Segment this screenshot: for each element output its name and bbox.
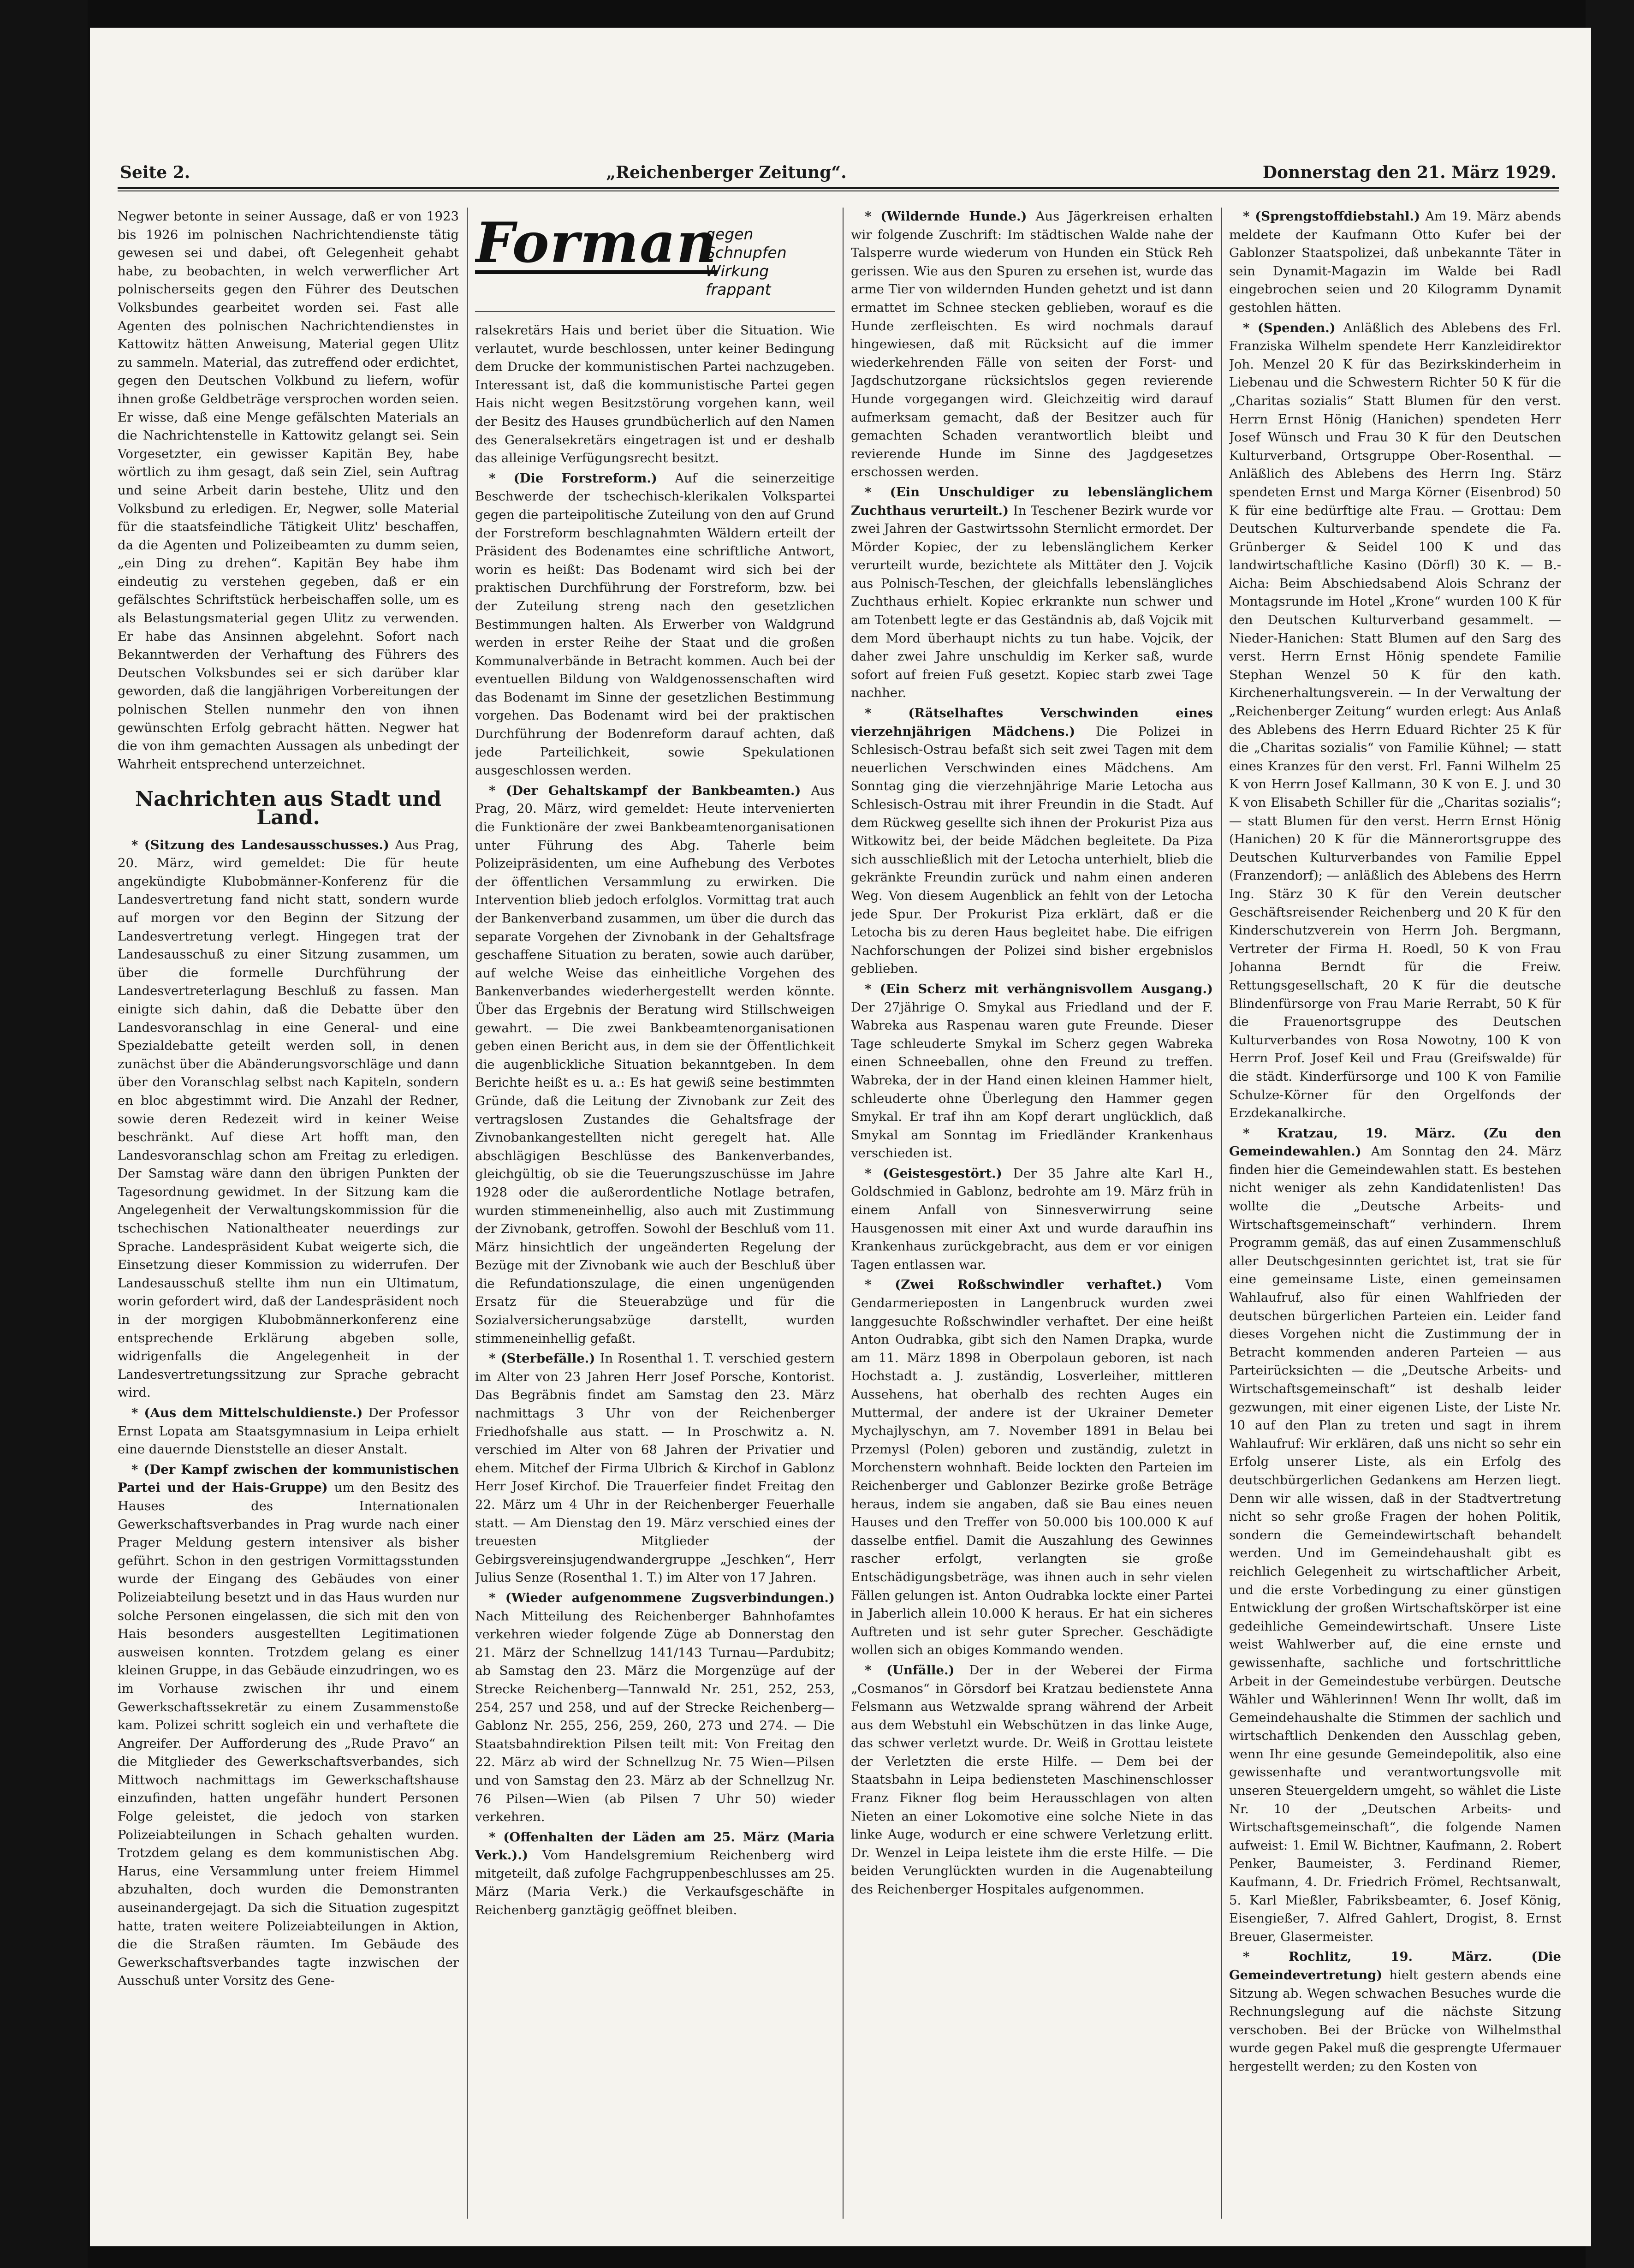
column-divider	[467, 208, 468, 2219]
article-body: Am Sonntag den 24. März finden hier die Gemeindewahlen statt. Es bestehen nicht weniger als zehn Kandidatenlisten! Das wollte die „Deutsche Arbeits- und Wirtschaftsgemeinschaft“ verhindern. Ihrem Programm gemäß, das auf einen Zusammenschluß aller Deutschgesinnten gerichtet ist, trat sie für eine gemeinsame Liste, einen gemeinsamen Wahlaufruf, also für einen Wahlfrieden der deutschen bürgerlichen Parteien ein. Leider fand dieses Vorgehen nicht die Zustimmung der in Betracht kommenden anderen Parteien — aus Parteirücksichten — die „Deutsche Arbeits- und Wirtschaftsgemeinschaft“ ist deshalb leider gezwungen, mit einer eigenen Liste, der Liste Nr. 10 auf den Plan zu treten und sagt in ihrem Wahlaufruf: Wir erklären, daß uns nicht so sehr ein Erfolg unserer Liste, als ein Erfolg des deutschbürgerlichen Gedankens am Herzen liegt. Denn wir alle wissen, daß in der Stadtvertretung nicht so sehr große Fragen der hohen Politik, sondern die Gemeindewirtschaft behandelt werden. Und im Gemeindehaushalt gibt es reichlich Gelegenheit zu wirtschaftlicher Arbeit, und die erste Vorbedingung zu einer günstigen Entwicklung der großen Wirtschaftskörper ist eine gedeihliche Gemeindewirtschaft. Unsere Liste weist Wahlwerber auf, die eine ernste und gewissenhafte, sachliche und fortschrittliche Arbeit in der Gemeindestube verbürgen. Deutsche Wähler und Wählerinnen! Wenn Ihr wollt, daß im Gemeindehaushalte die Stimmen der sachlich und wirtschaftlich Denkenden den Ausschlag geben, wenn Ihr eine gesunde Gemeindepolitik, also eine gewissenhafte und verantwortungsvolle mit unseren Steuergeldern umgeht, so wählet die Liste Nr. 10 der „Deutschen Arbeits- und Wirtschaftsgemeinschaft“, die folgende Namen aufweist: 1. Emil W. Bichtner, Kaufmann, 2. Robert Penker, Baumeister, 3. Ferdinand Riemer, Kaufmann, 4. Dr. Friedrich Frömel, Rechtsanwalt, 5. Karl Mießler, Fabriksbeamter, 6. Josef König, Eisengießer, 7. Alfred Gahlert, Drogist, 8. Ernst Breuer, Glasermeister.	[1229, 1144, 1561, 1944]
article-heading: * (Sterbefälle.)	[489, 1351, 595, 1366]
article-body: Aus Prag, 20. März, wird gemeldet: Die für heute angekündigte Klubobmänner-Konferenz für die Landesvertretung fand nicht statt, sondern wurde auf morgen vor den Beginn der Sitzung der Landesvertretung verlegt. Hingegen trat der Landesausschuß zu einer Sitzung zusammen, um über die formelle Durchführung der Landesvertreterlagung Beschluß zu fassen. Man einigte sich dahin, daß die Debatte über den Landesvoranschlag in eine General- und eine Spezialdebatte geteilt werden soll, in denen zunächst über die Abänderungsvorschläge und dann über den Voranschlag selbst nach Kapiteln, sondern en bloc abgestimmt wird. Die Anzahl der Redner, sowie deren Redezeit wird in keiner Weise beschränkt. Auf diese Art hofft man, den Landesvoranschlag schon am Freitag zu erledigen. Der Samstag wäre dann den übrigen Punkten der Tagesordnung gewidmet. In der Sitzung kam die Angelegenheit der Verwaltungskommission für die tschechischen Nationaltheater neuerdings zur Sprache. Landespräsident Kubat weigerte sich, die Einsetzung dieser Kommission zu widerrufen. Der Landesausschuß stellte ihm nun ein Ultimatum, worin gefordert wird, daß der Landespräsident noch in der morgigen Klubobmännerkonferenz eine entsprechende Erklärung abgeben solle, widrigenfalls die Angelegenheit in der Landesvertretungssitzung zur Sprache gebracht wird.	[118, 837, 459, 1400]
column-1	[118, 208, 459, 2216]
article	[475, 470, 835, 780]
header-rule-thin	[118, 190, 1559, 191]
column-2	[475, 208, 835, 2216]
article-heading: * (Wildernde Hunde.)	[865, 209, 1027, 224]
page-number: Seite 2.	[120, 163, 190, 182]
article	[1229, 319, 1561, 1123]
forman-advertisement	[475, 208, 835, 312]
article-body: Am 19. März abends meldete der Kaufmann Otto Kufer bei der Gablonzer Staatspolizei, daß unbekannte Täter in sein Dynamit-Magazin im Walde bei Radl eingebrochen seien und 20 Kilogramm Dynamit gestohlen hätten.	[1229, 209, 1561, 315]
article-body: Aus Jägerkreisen erhalten wir folgende Zuschrift: Im städtischen Walde nahe der Talsperre wurde wiederum von Hunden ein Stück Reh gerissen. Wie aus den Spuren zu ersehen ist, wurde das arme Tier von wildernden Hunden gehetzt und ist dann ermattet im Schnee stecken geblieben, worauf es die Hunde zerfleischten. Es wird nochmals darauf hingewiesen, daß mit Rücksicht auf die immer wiederkehrenden Fälle von seiten der Forst- und Jagdschutzorgane rücksichtslos gegen revierende Hunde vorgegangen wird. Gleichzeitig wird darauf aufmerksam gemacht, daß der Besitzer auch für gemachten Schaden verantwortlich bleibt und revierende Hunde im Sinne des Jagdgesetzes erschossen werden.	[851, 209, 1213, 480]
article	[118, 836, 459, 1402]
article-heading: * (Spenden.)	[1243, 320, 1336, 335]
article-body: Aus Prag, 20. März, wird gemeldet: Heute intervenierten die Funktionäre der zwei Bankbeamtenorganisationen unter Führung des Abg. Taherle beim Polizeipräsidenten, um eine Aufhebung des Verbotes der öffentlichen Versammlung zu erwirken. Die Intervention blieb jedoch erfolglos. Vormittag trat auch der Bankenverband zusammen, um über die durch das separate Vorgehen der Zivnobank in der Gehaltsfrage geschaffene Situation zu beraten, sowie auch darüber, auf welche Weise das einheitliche Vorgehen des Bankenverbandes wiederhergestellt werden könnte. Über das Ergebnis der Beratung wird Stillschweigen gewahrt. — Die zwei Bankbeamtenorganisationen geben einen Bericht aus, in dem sie der Öffentlichkeit die augenblickliche Situation bekanntgeben. In dem Berichte heißt es u. a.: Es hat gewiß seine bestimmten Gründe, daß die Leitung der Zivnobank zur Zeit des vertragslosen Zustandes die Gehaltsfrage der Zivnobankangestellten nicht geregelt hat. Alle abschlägigen Beschlüsse des Bankenverbandes, gleichgültig, ob sie die Teuerungszuschüsse im Jahre 1928 oder die außerordentliche Notlage betrafen, wurden stimmeneinhellig, also auch mit Zustimmung der Zivnobank, getroffen. Sowohl der Beschluß vom 11. März hinsichtlich der ungeänderten Regelung der Bezüge mit der Zivnobank wie auch der Beschluß über die Refundationszulage, die einen ungenügenden Ersatz für die Steuerabzüge und für die Sozialversicherungsabzüge darstellt, wurden stimmeneinhellig gefaßt.	[475, 783, 835, 1346]
article	[851, 1276, 1213, 1659]
ad-brand-logo: Forman	[475, 210, 718, 275]
article-heading: * (Zwei Roßschwindler verhaftet.)	[865, 1277, 1162, 1292]
article-heading: * Kratzau, 19. März. (Zu den Gemeindewahlen.)	[1229, 1125, 1561, 1159]
article	[851, 483, 1213, 702]
article	[851, 980, 1213, 1163]
column-3	[851, 208, 1213, 2216]
newspaper-title: „Reichenberger Zeitung“.	[606, 163, 847, 182]
page-header	[120, 150, 1557, 182]
article-heading: * (Ein Scherz mit verhängnisvollem Ausgang.)	[865, 981, 1213, 996]
article-heading: * (Aus dem Mittelschuldienste.)	[131, 1405, 363, 1420]
article	[475, 1350, 835, 1587]
article	[851, 1165, 1213, 1274]
issue-date: Donnerstag den 21. März 1929.	[1262, 163, 1557, 182]
article	[1229, 1948, 1561, 2076]
article-heading: * (Geistesgestört.)	[865, 1166, 1002, 1181]
scan-border-right	[1586, 0, 1634, 2268]
article-heading: * (Unfälle.)	[865, 1662, 955, 1678]
column-4	[1229, 208, 1561, 2216]
column-divider	[843, 208, 844, 2219]
article-body: Nach Mitteilung des Reichenberger Bahnhofamtes verkehren wieder folgende Züge ab Donnerstag den 21. März der Schnellzug 141/143 Turnau—Pardubitz; ab Samstag den 23. März die Morgenzüge auf der Strecke Reichenberg—Tannwald Nr. 251, 252, 253, 254, 257 und 258, und auf der Strecke Reichenberg—Gablonz Nr. 255, 256, 259, 260, 273 und 274. — Die Staatsbahndirektion Pilsen teilt mit: Von Freitag den 22. März ab wird der Schnellzug Nr. 75 Wien—Pilsen und von Samstag den 23. März ab der Schnellzug Nr. 76 Pilsen—Wien (ab Pilsen 7 Uhr 50) wieder verkehren.	[475, 1608, 835, 1825]
article-heading: * (Ein Unschuldiger zu lebenslänglichem Zuchthaus verurteilt.)	[851, 484, 1213, 518]
newspaper-page	[90, 28, 1591, 2246]
article	[1229, 208, 1561, 317]
article-body: Auf die seinerzeitige Beschwerde der tschechisch-klerikalen Volkspartei gegen die parteipolitische Zuteilung von den auf Grund der Forstreform beschlagnahmten Wäldern erteilt der Präsident des Bodenamtes eine schriftliche Antwort, worin es heißt: Das Bodenamt wird sich bei der praktischen Durchführung der Forstreform, bzw. bei der Zuteilung streng nach den gesetzlichen Bestimmungen halten. Als Erwerber von Waldgrund werden in erster Reihe der Staat und die großen Kommunalverbände in Betracht kommen. Auch bei der eventuellen Bildung von Waldgenossenschaften wird das Bodenamt im Sinne der gesetzlichen Bestimmung vorgehen. Das Bodenamt wird bei der praktischen Durchführung der Bodenreform darauf achten, daß jede Parteilichkeit, sowie Spekulationen ausgeschlossen werden.	[475, 470, 835, 778]
article-body: Die Polizei in Schlesisch-Ostrau befaßt sich seit zwei Tagen mit dem neuerlichen Verschwinden eines Mädchens. Am Sonntag ging die vierzehnjährige Marie Letocha aus Schlesisch-Ostrau mit ihrer Freundin in die Stadt. Auf dem Rückweg gesellte sich ihnen der Prokurist Piza aus Witkowitz bei, der beide Mädchen begleitete. Da Piza sich ausschließlich mit der Letocha unterhielt, blieb die gekränkte Freundin zurück und nahm einen anderen Weg. Von diesem Augenblick an fehlt von der Letocha jede Spur. Der Prokurist Piza erklärt, daß er die Letocha bis zu deren Haus begleitet habe. Die eifrigen Nachforschungen der Polizei sind bisher ergebnislos geblieben.	[851, 724, 1213, 976]
article-heading: * (Rätselhaftes Verschwinden eines vierzehnjährigen Mädchens.)	[851, 706, 1213, 739]
article	[851, 208, 1213, 482]
article	[851, 704, 1213, 978]
article-body: Vom Handelsgremium Reichenberg wird mitgeteilt, daß zufolge Fachgruppenbeschlusses am 25. März (Maria Verk.) die Verkaufsgeschäfte in Reichenberg ganztägig geöffnet bleiben.	[475, 1848, 835, 1918]
article-body: hielt gestern abends eine Sitzung ab. Wegen schwachen Besuches wurde die Rechnungslegung auf die nächste Sitzung verschoben. Bei der Brücke von Wilhelmsthal wurde gegen Pakel muß die gesprengte Ufermauer hergestellt werden; zu den Kosten von	[1229, 1968, 1561, 2074]
article-heading: * (Der Gehaltskampf der Bankbeamten.)	[489, 783, 801, 798]
article-body: Der in der Weberei der Firma „Cosmanos“ in Görsdorf bei Kratzau bedienstete Anna Felsmann aus Wetzwalde sprang während der Arbeit aus dem Webstuhl ein Webschützen in das linke Auge, das schwer verletzt wurde. Dr. Weiß in Grottau leistete der Verletzten die erste Hilfe. — Dem bei der Staatsbahn in Leipa bediensteten Maschinenschlosser Franz Fikner flog beim Herausschlagen von alten Nieten an einer Lokomotive eine solche Niete in das linke Auge, wodurch er eine schwere Verletzung erlitt. Dr. Wenzel in Leipa leistete ihm die erste Hilfe. — Die beiden Verunglückten wurden in die Augenabteilung des Reichenberger Hospitales aufgenommen.	[851, 1662, 1213, 1897]
article-heading: * (Die Forstreform.)	[489, 470, 657, 486]
article	[1229, 1125, 1561, 1947]
article-body: um den Besitz des Hauses des Internationalen Gewerkschaftsverbandes in Prag wurde nach einer Prager Meldung gestern intensiver als bisher geführt. Schon in den gestrigen Vormittagsstunden wurde der Eingang des Gebäudes von einer Polizeiabteilung besetzt und in das Haus wurden nur solche Personen eingelassen, die sich mit den von Hais besonders ausgestellten Legitimationen ausweisen konnten. Trotzdem gelang es einer kleinen Gruppe, in das Gebäude einzudringen, wo es im Vorhause zwischen ihr und einem Gewerkschaftssekretär zu einem Zusammenstoße kam. Polizei schritt sogleich ein und verhaftete die Angreifer. Der Aufforderung des „Rude Pravo“ an die Mitglieder des Gewerkschaftsverbandes, sich Mittwoch nachmittags im Gewerkschaftshause einzufinden, hatten ungefähr hundert Personen Folge geleistet, die jedoch von starken Polizeiabteilungen in Schach gehalten wurden. Trotzdem gelang es dem kommunistischen Abg. Harus, eine Versammlung unter freiem Himmel abzuhalten, doch wurden die Demonstranten auseinandergejagt. Da sich die Situation zugespitzt hatte, traten weitere Polizeiabteilungen in Aktion, die die Straßen räumten. Im Gebäude des Gewerkschaftsverbandes tagte inzwischen der Ausschuß unter Vorsitz des Gene-	[118, 1480, 459, 1988]
article-body: Der Professor Ernst Lopata am Staatsgymnasium in Leipa erhielt eine dauernde Dienststelle an dieser Anstalt.	[118, 1405, 459, 1457]
ad-tagline: gegen Schnupfen Wirkung frappant	[706, 225, 787, 298]
article	[475, 1589, 835, 1827]
article-body: In Teschener Bezirk wurde vor zwei Jahren der Gastwirtssohn Sternlicht ermordet. Der Mörder Kopiec, der zu lebenslänglichem Kerker verurteilt wurde, bezichtete als Mittäter den J. Vojcik aus Polnisch-Teschen, der gleichfalls lebenslängliches Zuchthaus erhielt. Kopiec erkrankte nun schwer und am Totenbett legte er das Geständnis ab, daß Vojcik mit dem Mord überhaupt nichts zu tun habe. Vojcik, der daher zwei Jahre unschuldig im Kerker saß, wurde sofort auf freien Fuß gesetzt. Kopiec starb zwei Tage nachher.	[851, 503, 1213, 701]
article-body: Vom Gendarmerieposten in Langenbruck wurden zwei langgesuchte Roßschwindler verhaftet. Der eine heißt Anton Oudrabka, gibt sich den Namen Drapka, wurde am 11. März 1898 in Oberpolaun geboren, ist nach Hochstadt a. J. zuständig, Losverleiher, mittleren Aussehens, hat oberhalb des rechten Auges ein Muttermal, der andere ist der Ukrainer Demeter Mychajlyschyn, am 7. November 1891 in Belau bei Przemysl (Polen) geboren und zuständig, zuletzt in Morchenstern wohnhaft. Beide lockten den Parteien im Reichenberger und Gablonzer Bezirke große Beträge heraus, indem sie angaben, daß sie Bau eines neuen Hauses und den Treffer von 50.000 bis 100.000 K auf dasselbe entfiel. Damit die Auszahlung des Gewinnes rascher erfolgt, verlangten sie große Entschädigungsbeträge, was ihnen auch in sehr vielen Fällen gelungen ist. Anton Oudrabka lockte einer Partei in Jaberlich allein 10.000 K heraus. Er hat ein sicheres Auftreten und ist sehr guter Sprecher. Geschädigte wollen sich an obiges Kommando wenden.	[851, 1277, 1213, 1658]
article-heading: * (Offenhalten der Läden am 25. März (Maria Verk.).)	[475, 1829, 835, 1863]
article-text: Negwer betonte in seiner Aussage, daß er von 1923 bis 1926 im polnischen Nachrichtendienste tätig gewesen sei und dabei, oft Gelegenheit gehabt habe, zu beobachten, in welch verwerflicher Art polnischerseits gegen den Führer des Deutschen Volksbundes gearbeitet worden sei. Fast alle Agenten des polnischen Nachrichtendienstes in Kattowitz hätten Anweisung, Material gegen Ulitz zu sammeln. Material, das zutreffend oder erdichtet, gegen den Deutschen Volkbund zu liefern, wofür ihnen große Geldbeträge versprochen worden seien. Er wisse, daß eine Menge gefälschten Materials an die Nachrichtenstelle in Kattowitz gelangt sei. Sein Vorgesetzter, ein gewisser Kapitän Bey, habe wörtlich zu ihm gesagt, daß sein Ziel, sein Auftrag und seine Arbeit darin bestehe, Ulitz und den Volksbund zu erledigen. Er, Negwer, solle Material für die staatsfeindliche Tätigkeit Ulitz' beschaffen, da die Agenten und Polizeibeamten zu dumm seien, „ein Ding zu drehen“. Kapitän Bey habe ihm eindeutig zu verstehen gegeben, daß er ein gefälschtes Schriftstück herbeischaffen solle, um es als Belastungsmaterial gegen Ulitz zu verwenden. Er habe das Ansinnen abgelehnt. Sofort nach Bekanntwerden der Verhaftung des Führers des Deutschen Volksbundes sei er sich darüber klar geworden, daß die langjährigen Vorbereitungen der polnischen Stellen nunmehr den von ihnen gewünschten Erfolg gebracht hätten. Negwer hat die von ihm gemachten Aussagen als unbedingt der Wahrheit entsprechend unterzeichnet.	[118, 209, 459, 772]
article-body: Anläßlich des Ablebens des Frl. Franziska Wilhelm spendete Herr Kanzleidirektor Joh. Menzel 20 K für das Bezirkskinderheim in Liebenau und die Schwestern Richter 50 K für die „Charitas sozialis“ Statt Blumen für den verst. Herrn Ernst Hönig (Hanichen) spendeten Herr Josef Wünsch und Frau 30 K für den Deutschen Kulturverband, Ortsgruppe Ober-Rosenthal. — Anläßlich des Ablebens des Herrn Ing. Stärz spendeten Ernst und Marga Körner (Eisenbrod) 50 K für eine bedürftige alte Frau. — Grottau: Dem Deutschen Kulturverbande spendete die Fa. Grünberger & Seidel 100 K und das landwirtschaftliche Kasino (Dörfl) 30 K. — B.-Aicha: Beim Abschiedsabend Alois Schranz der Montagsrunde im Hotel „Krone“ wurden 100 K für den Deutschen Kulturverband gesammelt. — Nieder-Hanichen: Statt Blumen auf den Sarg des verst. Herrn Ernst Hönig spendete Familie Stephan Wenzel 50 K für den kath. Kirchenerhaltungsverein. — In der Verwaltung der „Reichenberger Zeitung“ wurden erlegt: Aus Anlaß des Ablebens des Herrn Eduard Richter 25 K für die „Charitas sozialis“ von Familie Kühnel; — statt eines Kranzes für den verst. Frl. Fanni Wilhelm 25 K von Herrn Josef Kallmann, 30 K von E. J. und 30 K von Elisabeth Schiller für die „Charitas sozialis“; — statt Blumen für den verst. Herrn Ernst Hönig (Hanichen) 20 K für die Männerortsgruppe des Deutschen Kulturverbandes von Familie Eppel (Franzendorf); — anläßlich des Ablebens des Herrn Ing. Stärz 30 K für den Verein deutscher Geschäftsreisender Reichenberg und 20 K für den Kinderschutzverein von Herrn Joh. Bergmann, Vertreter der Firma H. Roedl, 50 K von Frau Johanna Berndt für die Freiw. Rettungsgesellschaft, 20 K für die deutsche Blindenfürsorge von Frau Marie Rerrabt, 50 K für die Frauenortsgruppe des Deutschen Kulturverbandes von Rosa Nowotny, 100 K von Herrn Prof. Josef Keil und Frau (Greifswalde) für die städt. Kinderfürsorge und 100 K von Familie Schulze-Körner für den Orgelfonds der Erzdekanalkirche.	[1229, 320, 1561, 1121]
article-heading: * (Wieder aufgenommene Zugsverbindungen.)	[489, 1590, 835, 1605]
article-heading: * (Der Kampf zwischen der kommunistischen Partei und der Hais-Gruppe)	[118, 1462, 459, 1495]
article-text: ralsekretärs Hais und beriet über die Situation. Wie verlautet, wurde beschlossen, unter keiner Bedingung dem Drucke der kommunistischen Partei nachzugeben. Interessant ist, daß die kommunistische Partei gegen Hais nicht wegen Besitzstörung vorgehen kann, weil der Besitz des Hauses grundbücherlich auf den Namen des Generalsekretärs eingetragen ist und er deshalb das alleinige Verfügungsrecht besitzt.	[475, 323, 835, 466]
article	[475, 782, 835, 1348]
article-body: Der 35 Jahre alte Karl H., Goldschmied in Gablonz, bedrohte am 19. März früh in einem Anfall von Sinnesverwirrung seine Hausgenossen mit einer Axt und wurde daraufhin ins Krankenhaus zurückgebracht, aus dem er vor einigen Tagen entlassen war.	[851, 1166, 1213, 1272]
article-heading: * (Sprengstoffdiebstahl.)	[1243, 209, 1420, 224]
article-body: Der 27jährige O. Smykal aus Friedland und der F. Wabreka aus Raspenau waren gute Freunde. Dieser Tage schleuderte Smykal im Scherz gegen Wabreka einen Schneeballen, ohne den Freund zu treffen. Wabreka, der in der Hand einen kleinen Hammer hielt, schleuderte ohne Überlegung den Hammer gegen Smykal. Er traf ihn am Kopf derart unglücklich, daß Smykal am Sonntag im Friedländer Krankenhaus verschieden ist.	[851, 1000, 1213, 1161]
article-heading: * Rochlitz, 19. März. (Die Gemeindevertretung)	[1229, 1949, 1561, 1982]
article	[118, 1404, 459, 1459]
article-body: In Rosenthal 1. T. verschied gestern im Alter von 23 Jahren Herr Josef Porsche, Kontorist. Das Begräbnis findet am Samstag den 23. März nachmittags 3 Uhr von der Reichenberger Friedhofshalle aus statt. — In Proschwitz a. N. verschied im Alter von 68 Jahren der Privatier und ehem. Mitchef der Firma Ulbrich & Kirchof in Gablonz Herr Josef Kirchof. Die Trauerfeier findet Freitag den 22. März um 4 Uhr in der Reichenberger Feuerhalle statt. — Am Dienstag den 19. März verschied eines der treuesten Mitglieder der Gebirgsvereinsjugendwandergruppe „Jeschken“, Herr Julius Senze (Rosenthal 1. T.) im Alter von 17 Jahren.	[475, 1351, 835, 1585]
section-heading: Nachrichten aus Stadt und Land.	[135, 787, 442, 829]
column-divider	[1221, 208, 1222, 2219]
article	[475, 1828, 835, 1920]
article-heading: * (Sitzung des Landesausschusses.)	[131, 837, 389, 852]
header-rule	[118, 187, 1559, 189]
scan-border-left	[0, 0, 88, 2268]
article	[118, 1461, 459, 1990]
article	[851, 1661, 1213, 1899]
